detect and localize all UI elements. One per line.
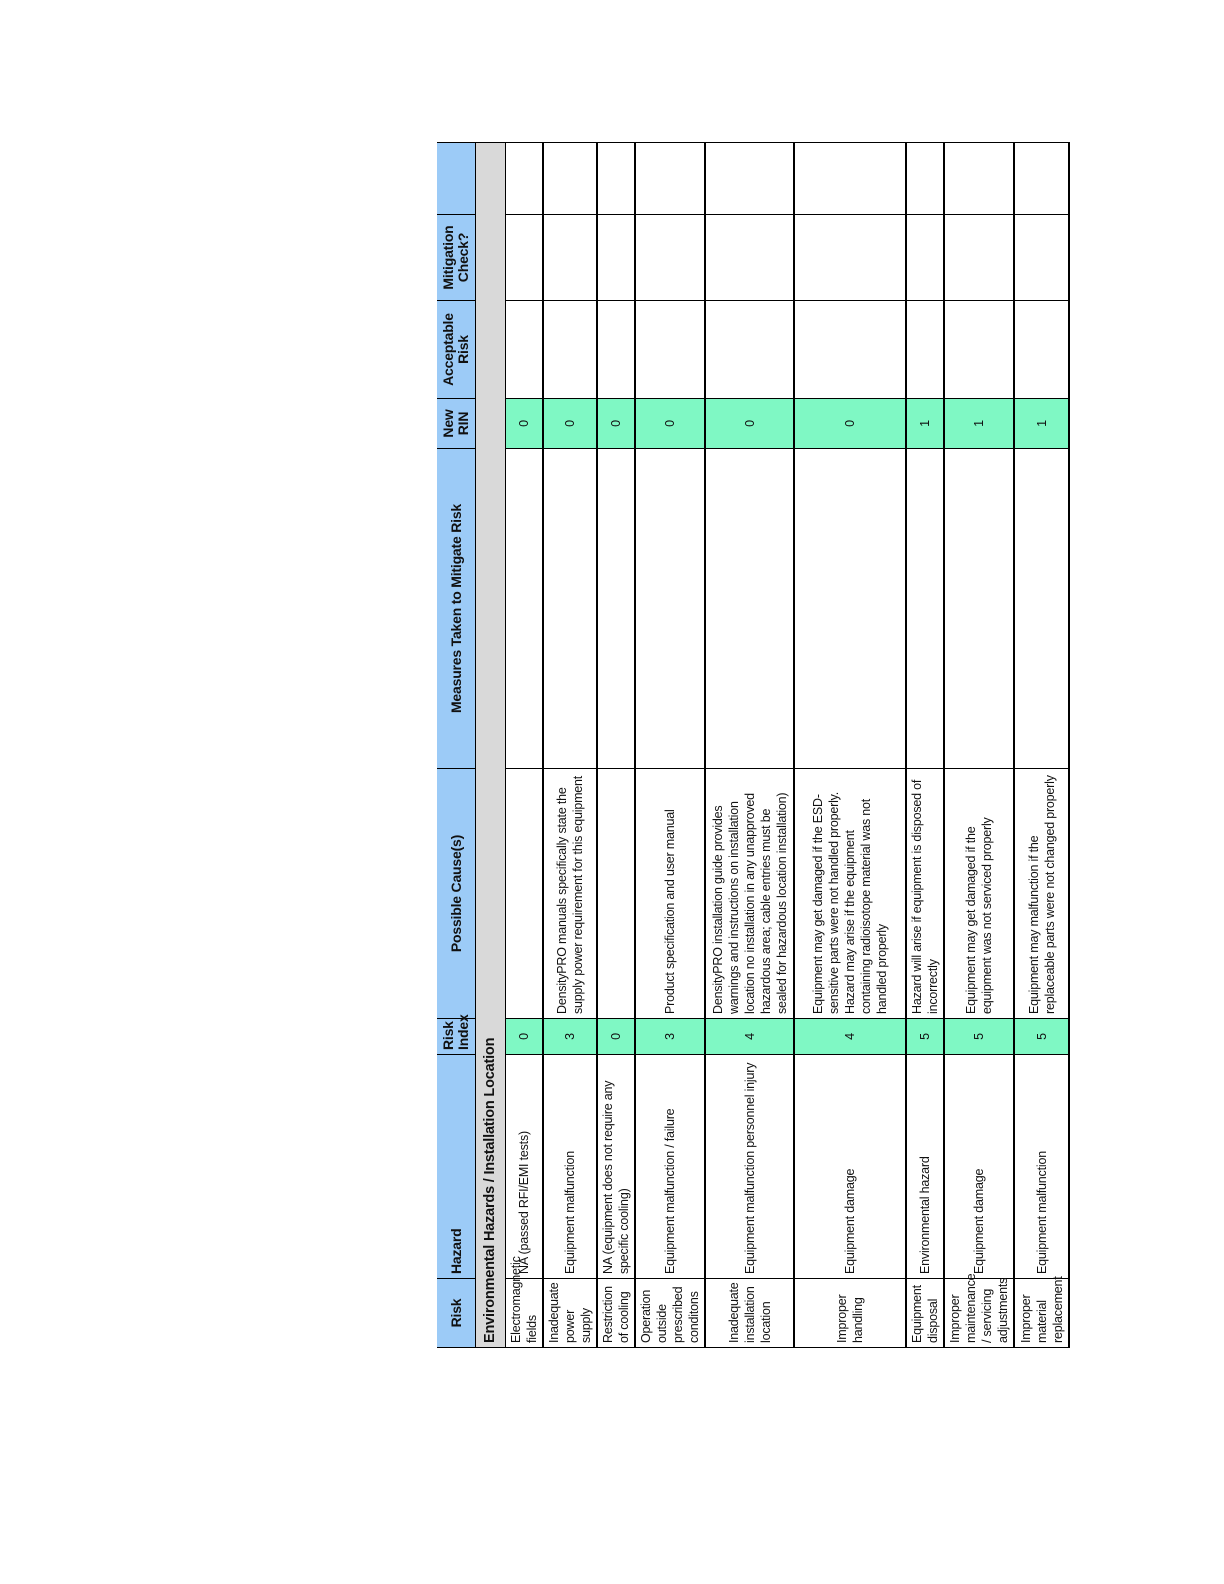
cell-acceptable-risk (906, 301, 944, 399)
cell-risk: Inadequate installation location (705, 1279, 794, 1348)
cell-hazard: NA (passed RFI/EMI tests) (506, 1055, 544, 1279)
cell-risk: Improper handling (794, 1279, 906, 1348)
cell-risk: Electromagnetic fields (506, 1279, 544, 1348)
cell-hazard: Equipment malfunction / failure (635, 1055, 705, 1279)
header-hazard: Hazard (437, 1055, 476, 1279)
cell-risk-index: 5 (906, 1019, 944, 1055)
header-acceptable-risk: Acceptable Risk (437, 301, 476, 399)
cell-hazard: Equipment malfunction (1014, 1055, 1069, 1279)
header-risk-index: Risk Index (437, 1019, 476, 1055)
cell-measures (705, 449, 794, 769)
risk-assessment-table (437, 142, 1070, 1348)
cell-possible-cause: Equipment may get damaged if the equipment was not serviced properly (944, 769, 1014, 1019)
header-new-rin: New RIN (437, 399, 476, 449)
table-row (705, 143, 794, 1348)
header-blank (437, 143, 476, 215)
cell-mitigation-check (705, 215, 794, 301)
cell-blank (906, 143, 944, 215)
cell-mitigation-check (794, 215, 906, 301)
cell-new-rin: 0 (705, 399, 794, 449)
cell-hazard: Equipment malfunction personnel injury (705, 1055, 794, 1279)
cell-mitigation-check (944, 215, 1014, 301)
cell-new-rin: 1 (906, 399, 944, 449)
cell-risk-index: 0 (506, 1019, 544, 1055)
cell-blank (635, 143, 705, 215)
cell-possible-cause: DensityPRO manuals specifically state the supply power requirement for this equipment (543, 769, 597, 1019)
table-row (944, 143, 1014, 1348)
table-row (506, 143, 544, 1348)
cell-possible-cause: Hazard will arise if equipment is disposed of incorrectly (906, 769, 944, 1019)
cell-hazard: Equipment damage (794, 1055, 906, 1279)
cell-mitigation-check (906, 215, 944, 301)
cell-risk: Equipment disposal (906, 1279, 944, 1348)
cell-possible-cause: Equipment may malfunction if the replaceable parts were not changed properly (1014, 769, 1069, 1019)
cell-risk-index: 5 (1014, 1019, 1069, 1055)
cell-acceptable-risk (1014, 301, 1069, 399)
cell-risk: Improper maintenance / servicing adjustments (944, 1279, 1014, 1348)
table-row (906, 143, 944, 1348)
cell-acceptable-risk (543, 301, 597, 399)
cell-mitigation-check (543, 215, 597, 301)
cell-blank (944, 143, 1014, 215)
cell-measures (597, 449, 635, 769)
cell-acceptable-risk (794, 301, 906, 399)
cell-possible-cause: DensityPRO installation guide provides warnings and instructions on installation location no installation in any unapproved hazardous area; cable entries must be sealed for hazardous location installation) (705, 769, 794, 1019)
cell-risk: Inadequate power supply (543, 1279, 597, 1348)
cell-blank (794, 143, 906, 215)
cell-new-rin: 0 (635, 399, 705, 449)
section-title: Environmental Hazards / Installation Location (476, 143, 506, 1348)
risk-table-rotated (437, 143, 1107, 1348)
cell-hazard: Equipment damage (944, 1055, 1014, 1279)
cell-acceptable-risk (944, 301, 1014, 399)
cell-blank (543, 143, 597, 215)
cell-measures (794, 449, 906, 769)
cell-acceptable-risk (635, 301, 705, 399)
cell-measures (635, 449, 705, 769)
cell-new-rin: 1 (944, 399, 1014, 449)
cell-mitigation-check (1014, 215, 1069, 301)
cell-new-rin: 1 (1014, 399, 1069, 449)
cell-mitigation-check (506, 215, 544, 301)
cell-blank (597, 143, 635, 215)
cell-risk: Restriction of cooling (597, 1279, 635, 1348)
cell-risk-index: 4 (705, 1019, 794, 1055)
cell-risk-index: 4 (794, 1019, 906, 1055)
cell-blank (506, 143, 544, 215)
cell-new-rin: 0 (597, 399, 635, 449)
cell-risk: Operation outside prescribed conditons (635, 1279, 705, 1348)
cell-measures (506, 449, 544, 769)
cell-acceptable-risk (705, 301, 794, 399)
cell-mitigation-check (597, 215, 635, 301)
cell-risk-index: 5 (944, 1019, 1014, 1055)
cell-new-rin: 0 (543, 399, 597, 449)
header-risk: Risk (437, 1279, 476, 1348)
table-row (597, 143, 635, 1348)
section-row (476, 143, 506, 1348)
table-row (1014, 143, 1069, 1348)
cell-hazard: Environmental hazard (906, 1055, 944, 1279)
cell-new-rin: 0 (506, 399, 544, 449)
cell-possible-cause (597, 769, 635, 1019)
header-mitigation-check: Mitigation Check? (437, 215, 476, 301)
cell-risk-index: 3 (543, 1019, 597, 1055)
cell-hazard: NA (equipment does not require any specific cooling) (597, 1055, 635, 1279)
cell-possible-cause: Equipment may get damaged if the ESD-sensitive parts were not handled properly. Hazard may arise if the equipment containing radioisotope material was not handled properly (794, 769, 906, 1019)
cell-mitigation-check (635, 215, 705, 301)
table-row (635, 143, 705, 1348)
cell-hazard: Equipment malfunction (543, 1055, 597, 1279)
cell-risk-index: 3 (635, 1019, 705, 1055)
cell-risk: Improper material replacement (1014, 1279, 1069, 1348)
cell-new-rin: 0 (794, 399, 906, 449)
cell-measures (1014, 449, 1069, 769)
header-possible-causes: Possible Cause(s) (437, 769, 476, 1019)
header-measures: Measures Taken to Mitigate Risk (437, 449, 476, 769)
cell-measures (906, 449, 944, 769)
cell-measures (944, 449, 1014, 769)
cell-measures (543, 449, 597, 769)
cell-possible-cause: Product specification and user manual (635, 769, 705, 1019)
cell-possible-cause (506, 769, 544, 1019)
cell-acceptable-risk (506, 301, 544, 399)
header-row (437, 143, 476, 1348)
cell-risk-index: 0 (597, 1019, 635, 1055)
table-row (794, 143, 906, 1348)
table-row (543, 143, 597, 1348)
cell-acceptable-risk (597, 301, 635, 399)
cell-blank (705, 143, 794, 215)
cell-blank (1014, 143, 1069, 215)
